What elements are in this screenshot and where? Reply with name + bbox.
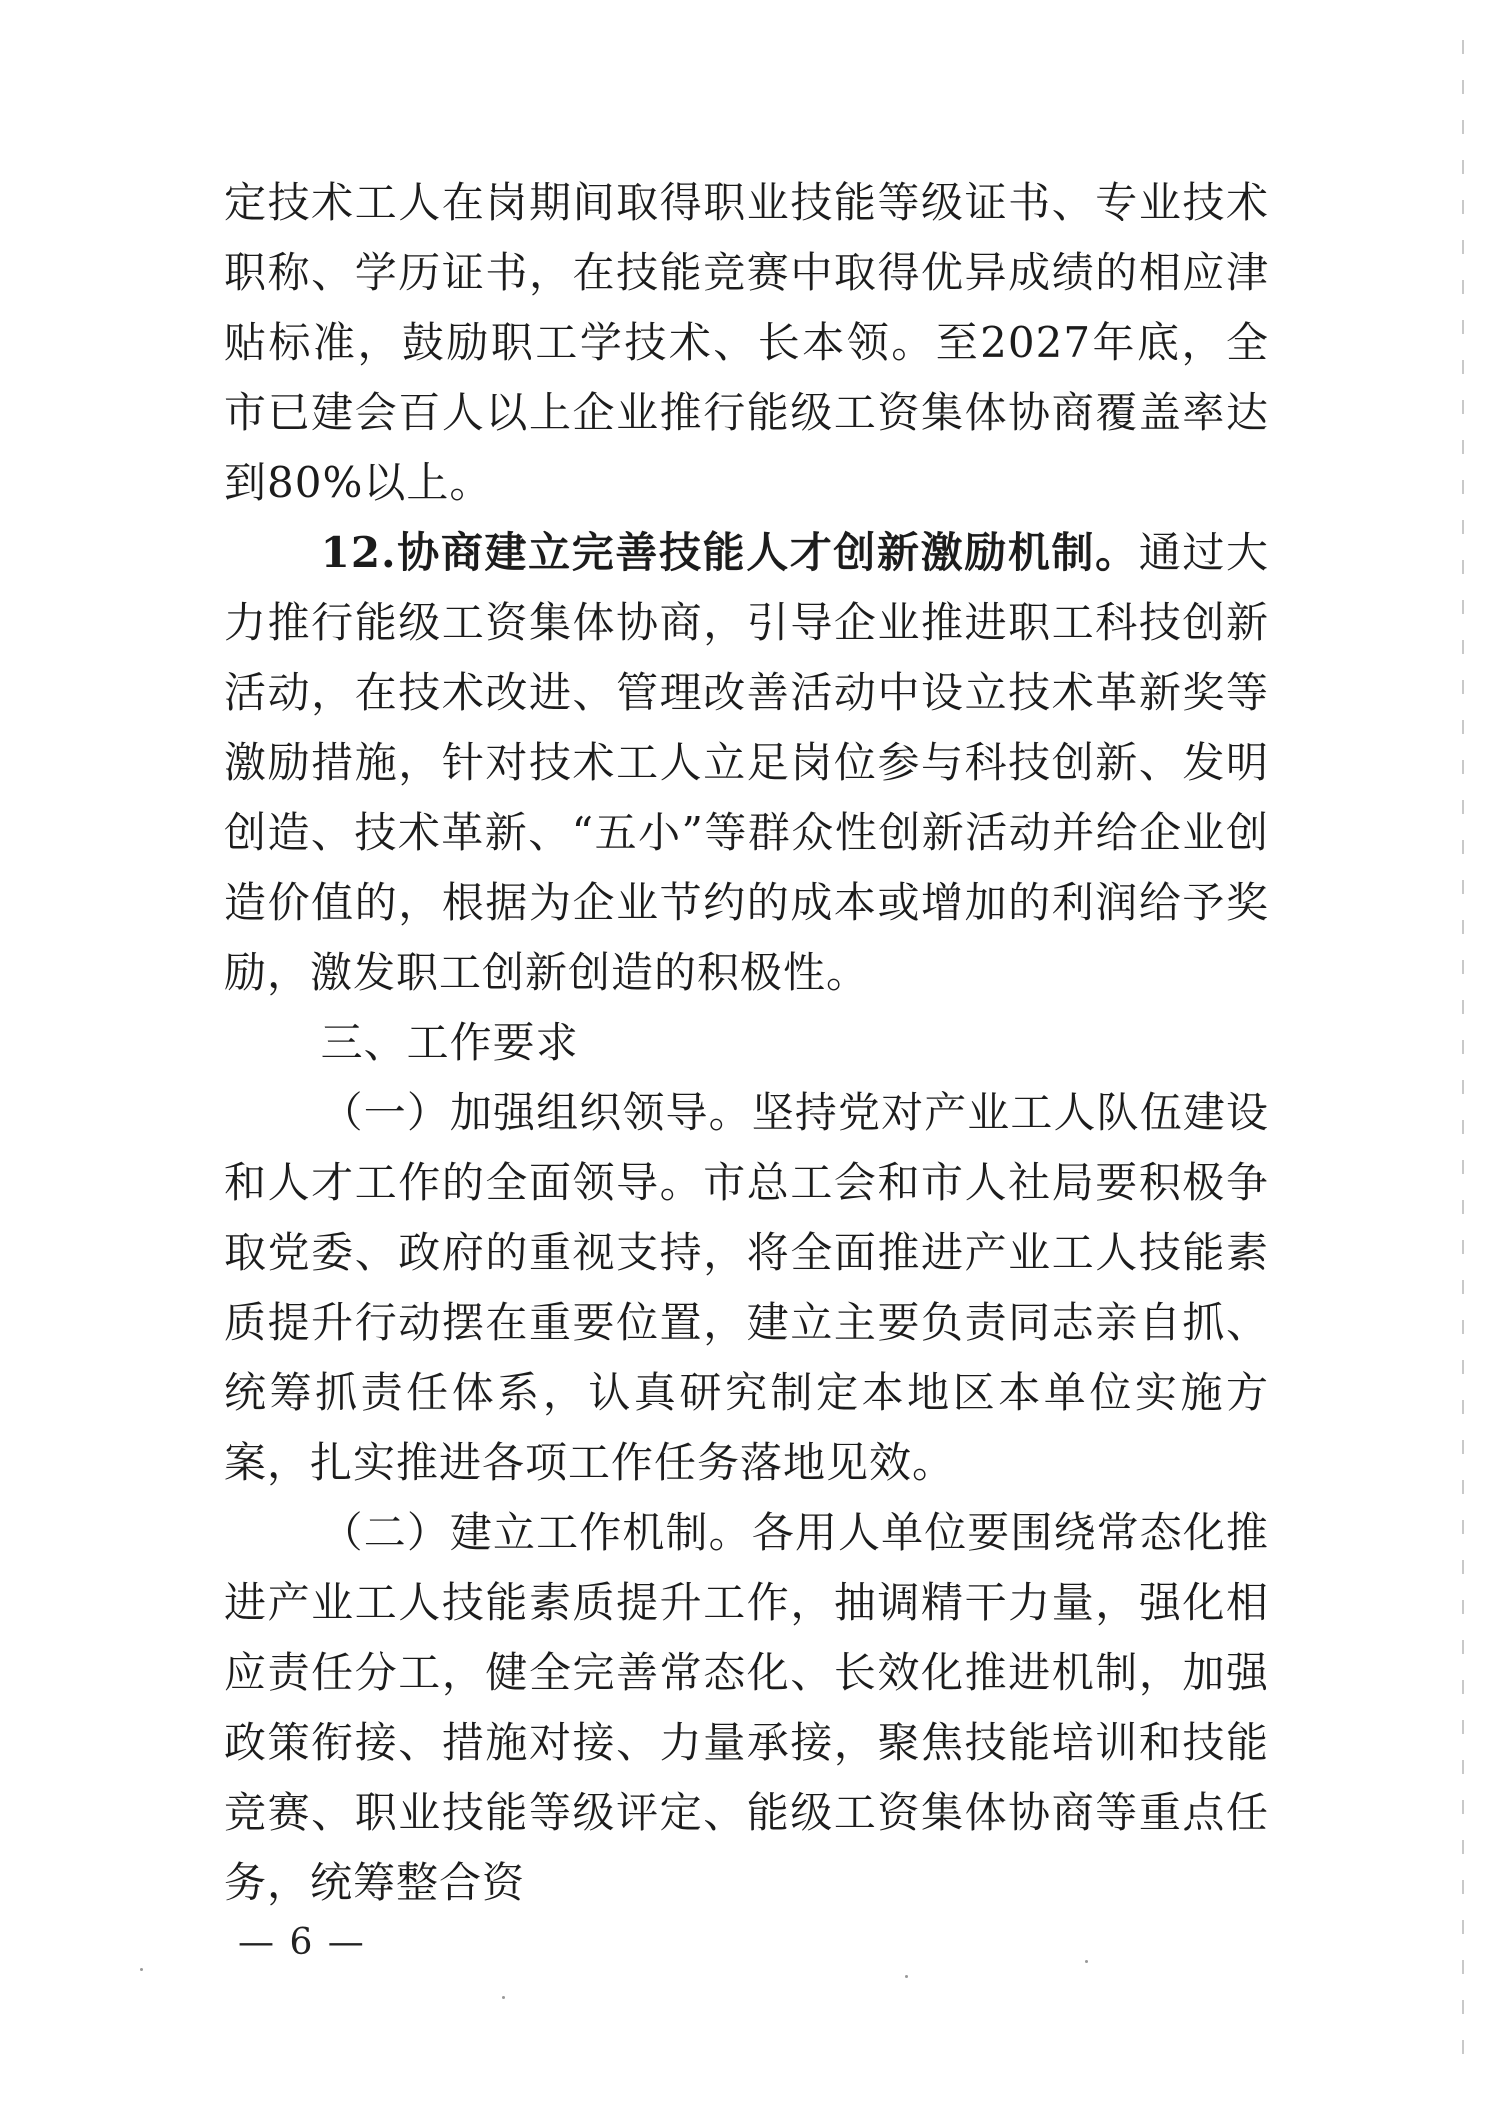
paragraph-item-12	[224, 518, 1269, 1008]
paragraph-continuation: 定技术工人在岗期间取得职业技能等级证书、专业技术职称、学历证书，在技能竞赛中取得优异成绩的相应津贴标准，鼓励职工学技术、长本领。至2027年底，全市已建会百人以上企业推行能级工资集体协商覆盖率达到80%以上。	[224, 178, 1269, 507]
scan-speck	[502, 1996, 505, 1999]
scan-edge-line	[1462, 40, 1464, 2080]
item-12-body: 通过大力推行能级工资集体协商，引导企业推进职工科技创新活动，在技术改进、管理改善活动中设立技术革新奖等激励措施，针对技术工人立足岗位参与科技创新、发明创造、技术革新、“五小”等群众性创新活动并给企业创造价值的，根据为企业节约的成本或增加的利润给予奖励，激发职工创新创造的积极性。	[224, 528, 1269, 997]
paragraph-work-mechanism: （二）建立工作机制。各用人单位要围绕常态化推进产业工人技能素质提升工作，抽调精干力量，强化相应责任分工，健全完善常态化、长效化推进机制，加强政策衔接、措施对接、力量承接，聚焦技能培训和技能竞赛、职业技能等级评定、能级工资集体协商等重点任务，统筹整合资	[224, 1508, 1269, 1907]
item-12-heading: 12.协商建立完善技能人才创新激励机制。	[320, 528, 1139, 577]
scan-speck	[1085, 1960, 1088, 1963]
page-number: — 6 —	[238, 1922, 366, 1963]
paragraph-organization-leadership: （一）加强组织领导。坚持党对产业工人队伍建设和人才工作的全面领导。市总工会和市人社局要积极争取党委、政府的重视支持，将全面推进产业工人技能素质提升行动摆在重要位置，建立主要负责同志亲自抓、统筹抓责任体系，认真研究制定本地区本单位实施方案，扎实推进各项工作任务落地见效。	[224, 1088, 1269, 1487]
scan-speck	[905, 1975, 908, 1978]
body-text	[224, 168, 1269, 1918]
section-heading-work-requirements: 三、工作要求	[320, 1018, 579, 1067]
scan-speck	[140, 1968, 143, 1971]
